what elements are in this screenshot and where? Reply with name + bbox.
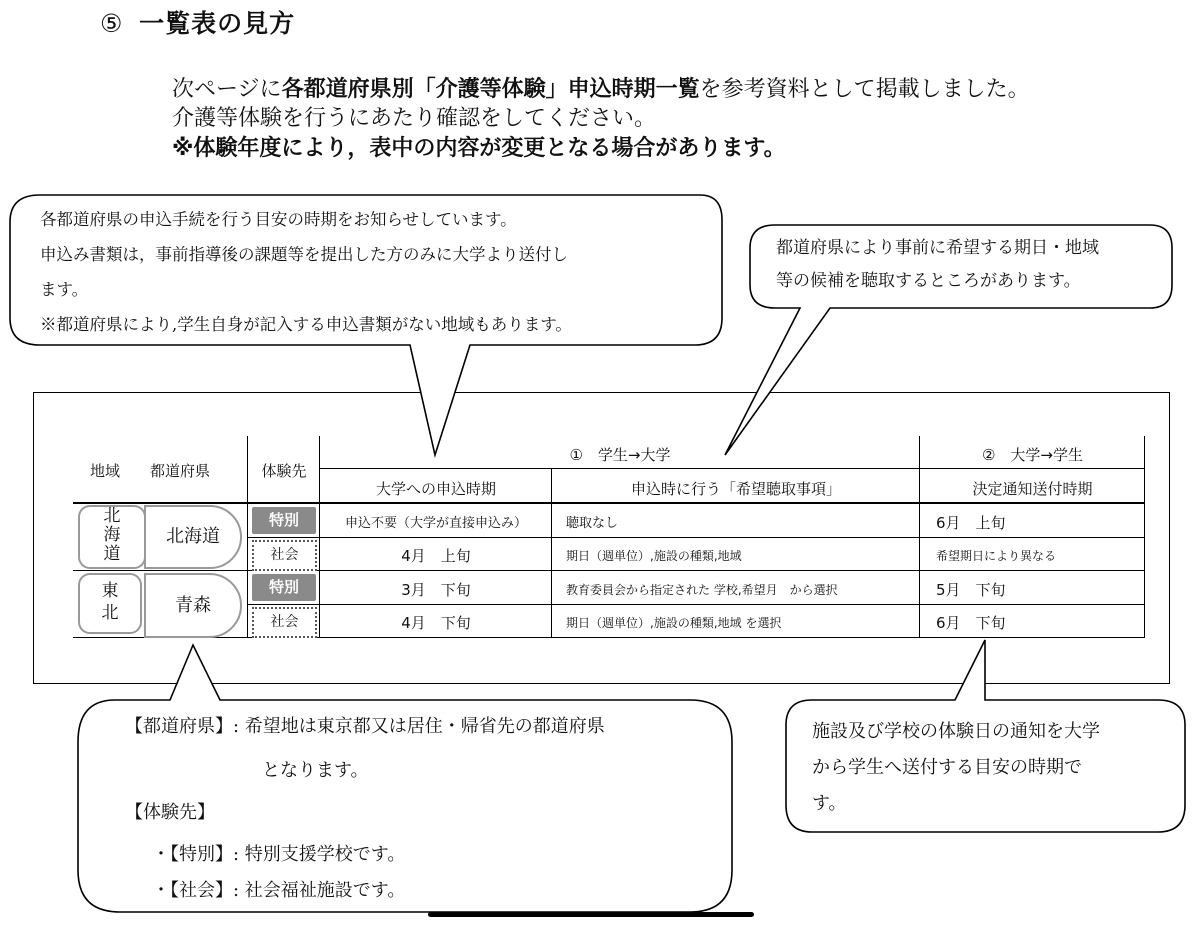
grid-line (1144, 436, 1145, 637)
grid-line (248, 604, 1145, 605)
notice-cell: 希望期日により異なる (936, 549, 1057, 563)
intro-line-2: 介護等体験を行うにあたり確認をしてください。 (172, 106, 657, 131)
grid-line (73, 570, 1145, 571)
callout-top-right-line-2: 等の候補を聴取するところがあります。 (776, 271, 1081, 291)
callout-top-left (40, 202, 572, 342)
header-region: 地域 (90, 462, 121, 480)
header-prefecture: 都道府県 (150, 462, 211, 480)
notice-cell: 6月 上旬 (936, 514, 1006, 532)
callout-bottom-left-line-3: 【体験先】 (125, 802, 215, 823)
callout-bottom-left-line-4: ・【特別】: 特別支援学校です。 (152, 844, 406, 865)
callout-bottom-left-shape (78, 645, 732, 912)
grid-line (919, 436, 920, 637)
notice-cell: 5月 下旬 (936, 581, 1006, 599)
callout-bottom-right-line-2: から学生へ送付する目安の時期で (812, 757, 1082, 778)
callout-top-right (776, 232, 1099, 298)
pref-text: 希望地は東京都又は居住・帰省先の都道府県 (244, 716, 605, 737)
apply-period-cell: 4月 上旬 (401, 547, 471, 565)
hearing-cell: 教育委員会から指定された 学校,希望月 から選択 (566, 583, 838, 597)
grid-line (248, 537, 1145, 538)
header-hearing-items: 申込時に行う「希望聴取事項」 (630, 480, 841, 498)
region-tohoku: 東 北 (78, 573, 142, 634)
tag-social: 社会 (252, 607, 317, 638)
tag-special: 特別 (252, 574, 316, 601)
callout-bottom-right (812, 714, 1100, 822)
prefecture-aomori: 青森 (144, 573, 242, 638)
section-number: ⑤ (100, 9, 124, 38)
callout-bottom-left-line-1 (125, 712, 605, 738)
tag-social: 社会 (252, 540, 317, 571)
callout-top-left-line-4: ※都道府県により,学生自身が記入する申込書類がない地域もあります。 (40, 315, 572, 334)
hearing-cell: 期日（週単位）,施設の種類,地域 を選択 (566, 616, 782, 630)
callout-top-right-line-1: 都道府県により事前に希望する期日・地域 (776, 238, 1099, 258)
notice-cell: 6月 下旬 (936, 614, 1006, 632)
header-apply-period: 大学への申込時期 (375, 480, 496, 498)
grid-line (320, 468, 1145, 469)
apply-period-cell: 申込不要（大学が直接申込み） (344, 516, 527, 531)
callout-bottom-left-line-5: ・【社会】: 社会福祉施設です。 (152, 880, 406, 901)
callout-top-left-line-2: 申込み書類は，事前指導後の課題等を提出した方のみに大学より送付し (40, 245, 568, 264)
grid-line (73, 502, 1145, 504)
header-destination: 体験先 (261, 462, 307, 480)
intro-line-1-suffix: を参考資料として掲載しました。 (699, 77, 1030, 102)
callout-bottom-right-line-3: す。 (812, 793, 847, 814)
apply-period-cell: 4月 下旬 (401, 614, 471, 632)
callout-bottom-right-line-1: 施設及び学校の体験日の通知を大学 (812, 721, 1100, 742)
region-hokkaido: 北 海 道 (78, 505, 146, 569)
section-title: 一覧表の見方 (139, 9, 296, 38)
apply-period-cell: 3月 下旬 (401, 581, 471, 599)
hearing-cell: 聴取なし (566, 516, 619, 531)
intro-line-1-bold: 各都道府県別「介護等体験」申込時期一覧 (281, 77, 700, 102)
callout-bottom-left-line-2: となります。 (262, 760, 369, 781)
header-notice-period: 決定通知送付時期 (972, 480, 1093, 498)
home-indicator[interactable] (428, 912, 754, 917)
grid-line (73, 637, 1145, 638)
header-group-1: ① 学生→大学 (569, 446, 671, 464)
header-group-2: ② 大学→学生 (981, 446, 1084, 464)
intro-line-1-prefix: 次ページに (172, 77, 282, 102)
intro-line-3: ※体験年度により，表中の内容が変更となる場合があります。 (172, 136, 786, 161)
pref-label: 【都道府県】: (125, 716, 245, 737)
tag-special: 特別 (252, 507, 316, 534)
callout-top-left-line-3: ます。 (40, 280, 89, 299)
callout-top-left-line-1: 各都道府県の申込手続を行う目安の時期をお知らせしています。 (40, 210, 517, 229)
prefecture-hokkaido: 北海道 (144, 505, 242, 569)
hearing-cell: 期日（週単位）,施設の種類,地域 (566, 549, 742, 563)
